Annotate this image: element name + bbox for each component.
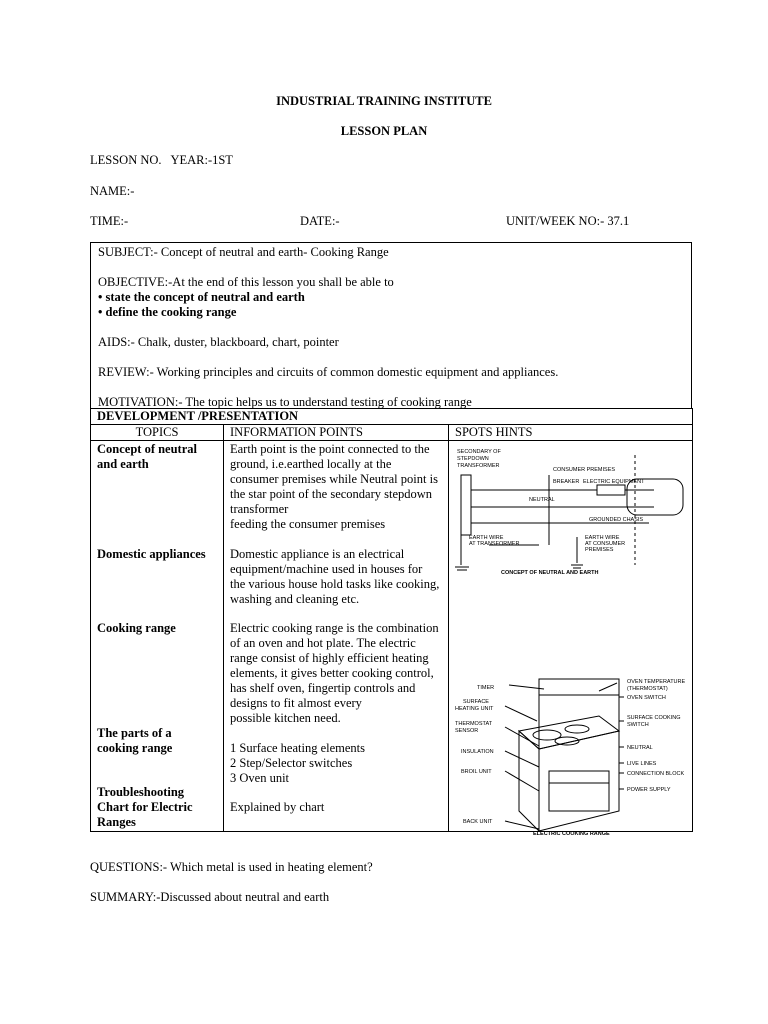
svg-text:SENSOR: SENSOR (455, 728, 479, 734)
date-field: DATE:- (300, 214, 340, 228)
info-domestic: Domestic appliance is an electrical equipment/machine used in houses for the various house hold tasks like cooking, washing and cleaning etc. (230, 547, 440, 606)
svg-text:EARTH WIRE: EARTH WIRE (585, 535, 620, 541)
svg-text:CONSUMER PREMISES: CONSUMER PREMISES (553, 467, 616, 473)
svg-text:STEPDOWN: STEPDOWN (457, 456, 489, 462)
table-row (91, 441, 693, 832)
spots-cell (449, 441, 693, 836)
svg-text:GROUNDED CHASIS: GROUNDED CHASIS (589, 517, 644, 523)
motivation: MOTIVATION:- The topic helps us to understand testing of cooking range (98, 395, 472, 409)
svg-text:AT CONSUMER: AT CONSUMER (585, 541, 626, 547)
name-field: NAME:- (90, 184, 135, 198)
aids: AIDS:- Chalk, duster, blackboard, chart, pointer (98, 335, 339, 349)
topic-parts: The parts of a cooking range (97, 726, 173, 755)
svg-text:NEUTRAL: NEUTRAL (529, 497, 555, 503)
topic-neutral-earth: Concept of neutral and earth (97, 442, 197, 471)
unit-week-field: UNIT/WEEK NO:- 37.1 (506, 214, 630, 228)
topic-troubleshooting: Troubleshooting Chart for Electric Ranges (97, 785, 193, 829)
info-parts: 1 Surface heating elements 2 Step/Selector switches 3 Oven unit (230, 741, 366, 785)
svg-text:ELECTRIC EQUIPMENT: ELECTRIC EQUIPMENT (583, 479, 645, 485)
institute-title: INDUSTRIAL TRAINING INSTITUTE (276, 94, 492, 108)
svg-text:CONCEPT OF NEUTRAL AND EARTH: CONCEPT OF NEUTRAL AND EARTH (501, 570, 599, 576)
svg-text:AT TRANSFORMER: AT TRANSFORMER (469, 541, 520, 547)
info-cell (224, 441, 449, 832)
svg-text:OVEN TEMPERATURE: OVEN TEMPERATURE (627, 679, 686, 685)
svg-text:BROIL UNIT: BROIL UNIT (461, 769, 492, 775)
info-troubleshooting: Explained by chart (230, 800, 325, 814)
svg-text:CONNECTION BLOCK: CONNECTION BLOCK (627, 771, 685, 777)
svg-text:HEATING UNIT: HEATING UNIT (455, 706, 494, 712)
objective-point: • define the cooking range (98, 305, 237, 319)
svg-text:EARTH WIRE: EARTH WIRE (469, 535, 504, 541)
info-neutral-earth: Earth point is the point connected to the ground, i.e.earthed locally at the consumer premises while Neutral point is the star point of the secondary stepdown transformer feeding the consumer premises (230, 442, 438, 531)
svg-text:POWER SUPPLY: POWER SUPPLY (627, 787, 671, 793)
svg-text:SWITCH: SWITCH (627, 722, 649, 728)
info-cooking-range: Electric cooking range is the combination of an oven and hot plate. The electric range consist of highly efficient heating elements, it gives better cooking control, has shelf oven, fingertip controls and designs to fit almost every possible kitchen need. (230, 621, 439, 725)
neutral-earth-diagram (449, 445, 692, 580)
svg-text:NEUTRAL: NEUTRAL (627, 745, 653, 751)
subject: SUBJECT:- Concept of neutral and earth- Cooking Range (98, 245, 389, 259)
lesson-year: LESSON NO. YEAR:-1ST (90, 153, 233, 167)
development-table (90, 408, 693, 836)
svg-text:TIMER: TIMER (477, 685, 495, 691)
lesson-plan-title: LESSON PLAN (340, 124, 428, 138)
table-row (91, 425, 693, 441)
questions: QUESTIONS:- Which metal is used in heating element? (90, 860, 373, 874)
svg-text:(THERMOSTAT): (THERMOSTAT) (627, 686, 668, 692)
col-topics: TOPICS (91, 425, 224, 441)
svg-text:BREAKER: BREAKER (553, 479, 580, 485)
svg-text:ELECTRIC COOKING RANGE: ELECTRIC COOKING RANGE (533, 831, 610, 836)
topic-cooking-range: Cooking range (97, 621, 176, 635)
time-field: TIME:- (90, 214, 129, 228)
topic-domestic: Domestic appliances (97, 547, 206, 561)
svg-text:SURFACE COOKING: SURFACE COOKING (627, 715, 681, 721)
table-row (91, 409, 693, 425)
svg-text:SURFACE: SURFACE (463, 699, 489, 705)
svg-text:PREMISES: PREMISES (585, 547, 614, 553)
col-info: INFORMATION POINTS (224, 425, 449, 441)
plan-box (90, 242, 692, 409)
svg-text:LIVE LINES: LIVE LINES (627, 761, 657, 767)
svg-text:THERMOSTAT: THERMOSTAT (455, 721, 493, 727)
svg-text:BACK UNIT: BACK UNIT (463, 819, 493, 825)
cooking-range-diagram (449, 671, 692, 836)
summary: SUMMARY:-Discussed about neutral and earth (90, 890, 330, 904)
objective: OBJECTIVE:-At the end of this lesson you shall be able to (98, 275, 394, 289)
svg-text:TRANSFORMER: TRANSFORMER (457, 463, 500, 469)
topics-cell (91, 441, 224, 832)
svg-text:SECONDARY OF: SECONDARY OF (457, 449, 501, 455)
svg-text:OVEN SWITCH: OVEN SWITCH (627, 695, 666, 701)
svg-text:INSULATION: INSULATION (461, 749, 494, 755)
review: REVIEW:- Working principles and circuits of common domestic equipment and appliances. (98, 365, 559, 379)
objective-point: • state the concept of neutral and earth (98, 290, 305, 304)
col-spots: SPOTS HINTS (449, 425, 693, 441)
development-heading: DEVELOPMENT /PRESENTATION (91, 409, 693, 425)
